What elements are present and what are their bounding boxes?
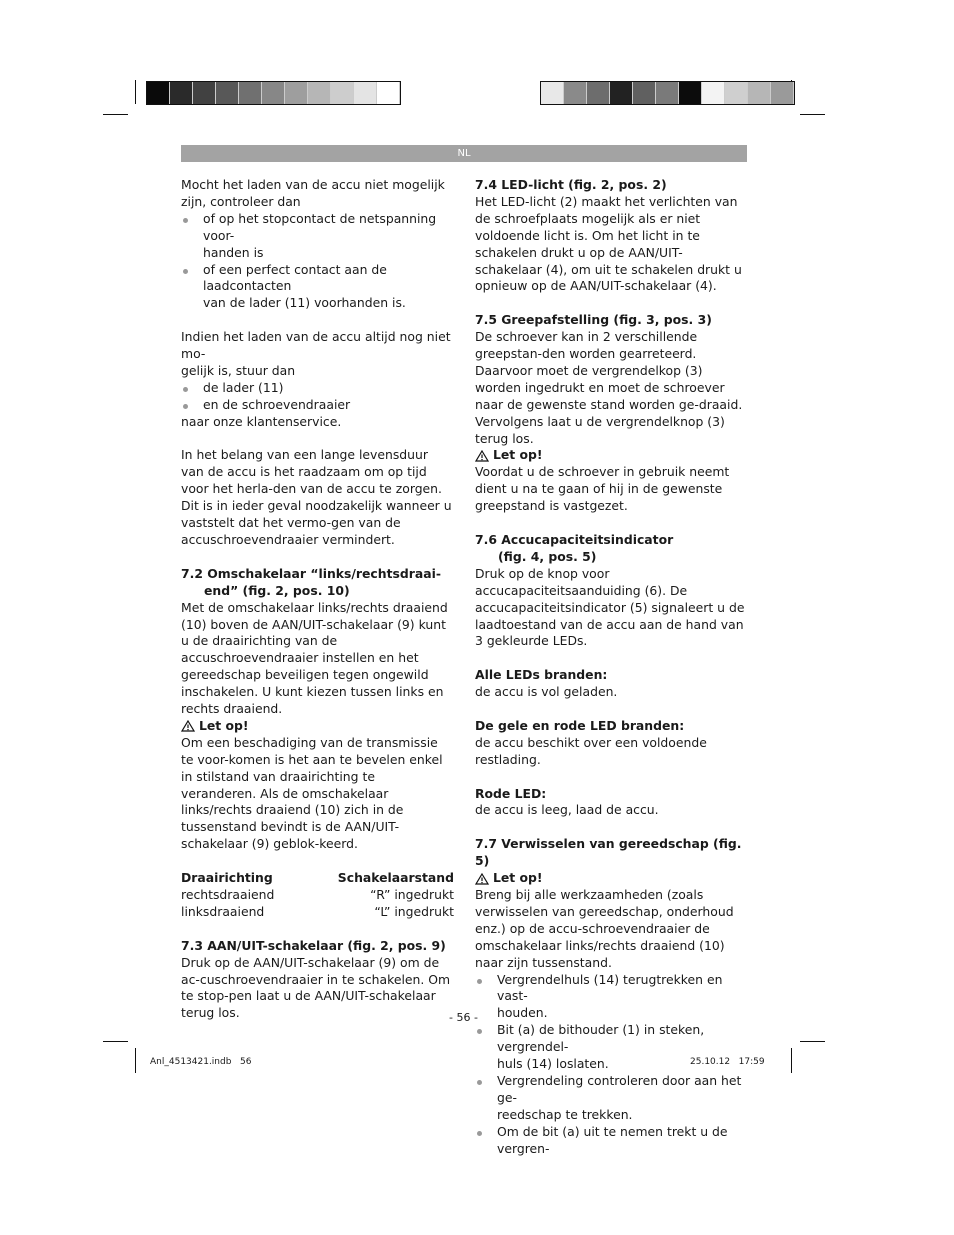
list-item: of op het stopcontact de netspanning voor- handen is <box>181 211 454 262</box>
paragraph: de accu is vol geladen. <box>475 684 618 700</box>
section-heading: 7.6 Accucapaciteitsindicator <box>475 532 674 547</box>
color-swatch <box>633 82 656 104</box>
warning: Let op! <box>181 718 454 735</box>
footer-file: Anl_4513421.indb 56 <box>150 1057 252 1067</box>
crop-mark <box>791 1048 792 1073</box>
crop-mark <box>800 1041 825 1042</box>
color-swatch <box>564 82 587 104</box>
section-heading: 7.3 AAN/UIT-schakelaar (fig. 2, pos. 9) <box>181 937 446 953</box>
list-item: of een perfect contact aan de laadcontacten van de lader (11) voorhanden is. <box>181 262 454 313</box>
section-heading: 7.5 Greepafstelling (fig. 3, pos. 3) <box>475 312 712 328</box>
paragraph: naar onze klantenservice. <box>181 413 342 429</box>
page-number: - 56 - <box>449 1011 478 1024</box>
paragraph: Om een beschadiging van de transmissie te voor-komen is het aan te bevelen enkel in stilstand van draairichting te veranderen. Als de omschakelaar links/rechts draaiend (10) zich in de tussenstand bevindt is de AAN/UIT-schakelaar (9) geblok-keerd. <box>181 734 443 852</box>
warning: Let op! <box>475 870 747 887</box>
left-column <box>181 177 454 1022</box>
paragraph: Voordat u de schroever in gebruik neemt dient u na te gaan of hij in de gewenste greepstand is vastgezet. <box>475 464 730 514</box>
paragraph: de accu is leeg, laad de accu. <box>475 802 659 818</box>
bullet-icon <box>183 404 188 409</box>
section-heading: (fig. 4, pos. 5) <box>498 548 597 564</box>
crop-mark <box>135 80 136 104</box>
table-row: rechtsdraaiend “R” ingedrukt <box>181 887 454 902</box>
paragraph: Het LED-licht (2) maakt het verlichten van de schroefplaats mogelijk als er niet voldoende licht is. Om het licht in te schakelen drukt u op de AAN/UIT-schakelaar (4), om uit te schakelen drukt u opnieuw op de AAN/UIT-schakelaar (4). <box>475 193 742 294</box>
status-heading: Alle LEDs branden: <box>475 667 608 683</box>
color-swatch <box>656 82 679 104</box>
warning: Let op! <box>475 447 747 464</box>
color-swatch <box>354 82 377 104</box>
list-item: Om de bit (a) uit te nemen trekt u de vergren- <box>475 1124 747 1158</box>
color-swatch <box>239 82 262 104</box>
status-heading: Rode LED: <box>475 785 547 801</box>
color-swatch <box>262 82 285 104</box>
color-swatch <box>377 82 400 104</box>
paragraph: de accu beschikt over een voldoende restlading. <box>475 734 707 767</box>
color-swatch <box>679 82 702 104</box>
bullet-icon <box>477 979 482 984</box>
status-heading: De gele en rode LED branden: <box>475 717 685 733</box>
color-bar-right <box>540 81 795 105</box>
list-item: Bit (a) de bithouder (1) in steken, vergrendel- huls (14) loslaten. <box>475 1022 747 1073</box>
color-swatch <box>331 82 354 104</box>
paragraph: Mocht het laden van de accu niet mogelijk zijn, controleer dan <box>181 177 445 209</box>
color-swatch <box>147 82 170 104</box>
section-heading: end” (fig. 2, pos. 10) <box>204 582 350 598</box>
paragraph: Indien het laden van de accu altijd nog niet mo- gelijk is, stuur dan <box>181 329 451 378</box>
table-row: linksdraaiend “L” ingedrukt <box>181 903 454 919</box>
color-swatch <box>610 82 633 104</box>
paragraph: Druk op de knop voor accucapaciteitsaanduiding (6). De accucapaciteitsindicator (5) signaleert u de laadtoestand van de accu aan de hand van 3 gekleurde LEDs. <box>475 565 745 649</box>
table-header: Draairichting Schakelaarstand <box>181 870 454 886</box>
color-swatch <box>193 82 216 104</box>
paragraph: Met de omschakelaar links/rechts draaiend (10) boven de AAN/UIT-schakelaar (9) kunt u de draairichting van de accuschroevendraaier instellen en het gereedschap beveiligen tegen ongewild inschakelen. U kunt kiezen tussen links en rechts draaiend. <box>181 599 448 717</box>
paragraph: De schroever kan in 2 verschillende greepstan-den worden gearreteerd. Daarvoor moet de vergrendelkop (3) worden ingedrukt en moet de schroever naar de gewenste stand worden ge-draaid. Vervolgens laat u de vergrendelknop (3) terug los. <box>475 329 743 446</box>
color-swatch <box>170 82 193 104</box>
bullet-icon <box>477 1131 482 1136</box>
bullet-icon <box>183 218 188 223</box>
color-swatch <box>725 82 748 104</box>
bullet-list <box>181 380 454 414</box>
warning-icon <box>181 720 195 732</box>
list-item: Vergrendelhuls (14) terugtrekken en vast- houden. <box>475 972 747 1023</box>
bullet-icon <box>477 1080 482 1085</box>
list-item: de lader (11) <box>181 380 454 397</box>
language-band: NL <box>181 145 747 162</box>
color-bar-left <box>146 81 401 105</box>
paragraph: Breng bij alle werkzaamheden (zoals verwisselen van gereedschap, onderhoud enz.) op de accu-schroevendraaier de omschakelaar links/rechts draaiend (10) naar zijn tussenstand. <box>475 886 734 970</box>
warning-icon <box>475 450 489 462</box>
section-heading: 7.2 Omschakelaar “links/rechtsdraai- <box>181 565 441 581</box>
paragraph: In het belang van een lange levensduur van de accu is het raadzaam om op tijd voor het herla-den van de accu te zorgen. Dit is in ieder geval noodzakelijk wanneer u vaststelt dat het vermo-gen van de accuschroevendraaier vermindert. <box>181 447 452 547</box>
color-swatch <box>308 82 331 104</box>
color-swatch <box>541 82 564 104</box>
crop-mark <box>103 1041 128 1042</box>
color-swatch <box>771 82 794 104</box>
section-heading: 7.7 Verwisselen van gereedschap (fig. 5) <box>475 836 742 869</box>
list-item: Vergrendeling controleren door aan het ge- reedschap te trekken. <box>475 1073 747 1124</box>
footer-date: 25.10.12 17:59 <box>690 1057 765 1067</box>
section-heading: 7.4 LED-licht (fig. 2, pos. 2) <box>475 177 667 192</box>
list-item: en de schroevendraaier <box>181 397 454 414</box>
color-swatch <box>587 82 610 104</box>
crop-mark <box>135 1048 136 1073</box>
color-swatch <box>285 82 308 104</box>
color-swatch <box>216 82 239 104</box>
crop-mark <box>103 114 128 115</box>
bullet-list <box>181 211 454 312</box>
bullet-icon <box>183 387 188 392</box>
bullet-icon <box>183 269 188 274</box>
paragraph: Druk op de AAN/UIT-schakelaar (9) om de ac-cuschroevendraaier in te schakelen. Om te stop-pen laat u de AAN/UIT-schakelaar terug los. <box>181 954 451 1021</box>
bullet-icon <box>477 1029 482 1034</box>
color-swatch <box>702 82 725 104</box>
warning-icon <box>475 873 489 885</box>
crop-mark <box>800 114 825 115</box>
color-swatch <box>748 82 771 104</box>
